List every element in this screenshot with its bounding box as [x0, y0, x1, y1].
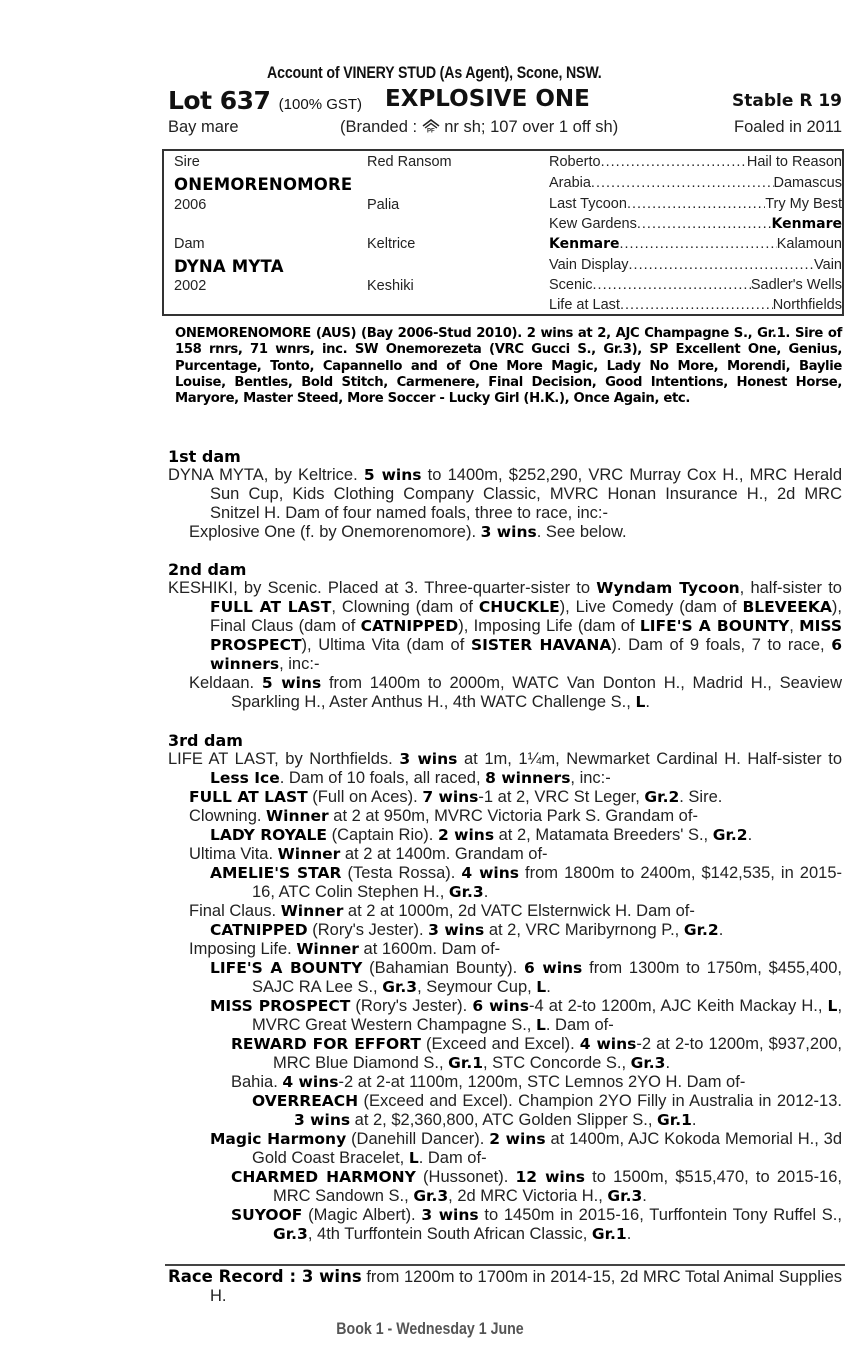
progeny-entry: CATNIPPED (Rory's Jester). 3 wins at 2, VRC Maribyrnong P., Gr.2. [210, 921, 724, 939]
pedigree-row: Life at Last ..... Northfields [549, 297, 842, 313]
section-heading: 1st dam [168, 447, 241, 466]
sire-label: Sire [174, 154, 200, 170]
dam-name: DYNA MYTA [174, 257, 284, 276]
pedigree-row: Last Tycoon ..... Try My Best [549, 196, 842, 212]
horse-sex: Bay mare [168, 118, 239, 136]
progeny-entry: CHARMED HARMONY (Hussonet). 12 wins to 1500m, $515,470, to 2015-16, MRC Sandown S., Gr.3, 2d MRC Victoria H., Gr.3. [231, 1168, 842, 1205]
progeny-entry: Clowning. Winner at 2 at 950m, MVRC Victoria Park S. Grandam of- [189, 807, 698, 825]
section-heading: 3rd dam [168, 731, 243, 750]
gst-note: (100% GST) [278, 96, 363, 113]
sire-dam: Palia [367, 197, 400, 213]
progeny-entry: LIFE'S A BOUNTY (Bahamian Bounty). 6 wins from 1300m to 1750m, $455,400, SAJC RA Lee S., Gr.3, Seymour Cup, L. [210, 959, 842, 996]
dam-entry: DYNA MYTA, by Keltrice. 5 wins to 1400m, $252,290, VRC Murray Cox H., MRC Herald Sun Cup, Kids Clothing Company Classic, MVRC Honan Insurance H., 2d MRC Snitzel H. Dam of four named foals, three to race, inc:- [168, 466, 842, 522]
foaled-year: Foaled in 2011 [734, 118, 842, 136]
race-record: Race Record : 3 wins from 1200m to 1700m in 2014-15, 2d MRC Total Animal Supplies H. [168, 1267, 843, 1305]
sire-summary: ONEMORENOMORE (AUS) (Bay 2006-Stud 2010). 2 wins at 2, AJC Champagne S., Gr.1. Sire of 158 rnrs, 71 wnrs, inc. SW Onemorezeta (VRC Gucci S., Gr.3), SP Excellent One, Genius, Purcentage, Tonto, Capannello and of One More Magic, Lady No More, Morendi, Baylie Louise, Bentles, Bold Stitch, Carmenere, Final Decision, Good Intentions, Honest Horse, Maryore, Master Steed, More Soccer - Lucky Girl (H.K.), Once Again, etc. [175, 326, 842, 407]
account-line: Account of VINERY STUD (As Agent), Scone, NSW. [267, 64, 602, 82]
svg-text:PF: PF [426, 128, 435, 133]
sire-sire: Red Ransom [367, 154, 452, 170]
dam-entry: KESHIKI, by Scenic. Placed at 3. Three-quarter-sister to Wyndam Tycoon, half-sister to FULL AT LAST, Clowning (dam of CHUCKLE), Live Comedy (dam of BLEVEEKA), Final Claus (dam of CATNIPPED), Imposing Life (dam of LIFE'S A BOUNTY, MISS PROSPECT), Ultima Vita (dam of SISTER HAVANA). Dam of 9 foals, 7 to race, 6 winners, inc:- [168, 579, 842, 673]
lot-header [168, 86, 842, 116]
pedigree-row: Arabia ..... Damascus [549, 175, 842, 191]
progeny-entry: Bahia. 4 wins-2 at 2-at 1100m, 1200m, STC Lemnos 2YO H. Dam of- [231, 1073, 746, 1091]
progeny-entry: REWARD FOR EFFORT (Exceed and Excel). 4 wins-2 at 2-to 1200m, $937,200, MRC Blue Diamond S., Gr.1, STC Concorde S., Gr.3. [231, 1035, 843, 1072]
progeny-entry: Magic Harmony (Danehill Dancer). 2 wins at 1400m, AJC Kokoda Memorial H., 3d Gold Coast Bracelet, L. Dam of- [210, 1130, 843, 1167]
sire-name: ONEMORENOMORE [174, 175, 353, 194]
third-dam-section [168, 731, 842, 1244]
progeny-entry: Ultima Vita. Winner at 2 at 1400m. Grandam of- [189, 845, 548, 863]
lot-subheader [168, 118, 842, 138]
dam-label: Dam [174, 236, 205, 252]
stable-number: Stable R 19 [732, 91, 842, 111]
lot-number: Lot 637 (100% GST) [168, 86, 363, 115]
pedigree-row: Kenmare ..... Kalamoun [549, 236, 842, 252]
progeny-entry: SUYOOF (Magic Albert). 3 wins to 1450m in 2015-16, Turffontein Tony Ruffel S., Gr.3, 4th Turffontein South African Classic, Gr.1. [231, 1206, 842, 1243]
progeny-entry: OVERREACH (Exceed and Excel). Champion 2YO Filly in Australia in 2012-13. 3 wins at 2, $2,360,800, ATC Golden Slipper S., Gr.1. [252, 1092, 842, 1129]
section-heading: 2nd dam [168, 560, 247, 579]
pedigree-row: Scenic ..... Sadler's Wells [549, 277, 842, 293]
dam-sire: Keltrice [367, 236, 416, 252]
progeny-entry: Keldaan. 5 wins from 1400m to 2000m, WATC Van Donton H., Madrid H., Seaview Sparkling H., Aster Anthus H., 4th WATC Challenge S., L. [189, 674, 842, 711]
dam-entry: LIFE AT LAST, by Northfields. 3 wins at 1m, 1¼m, Newmarket Cardinal H. Half-sister to Less Ice. Dam of 10 foals, all raced, 8 winners, inc:- [168, 750, 842, 787]
second-dam-section [168, 560, 842, 712]
progeny-entry: AMELIE'S STAR (Testa Rossa). 4 wins from 1800m to 2400m, $142,535, in 2015-16, ATC Colin Stephen H., Gr.3. [210, 864, 842, 901]
sire-year: 2006 [174, 197, 207, 213]
pedigree-row: Vain Display ..... Vain [549, 257, 842, 273]
progeny-entry: FULL AT LAST (Full on Aces). 7 wins-1 at 2, VRC St Leger, Gr.2. Sire. [189, 788, 723, 806]
horse-name: EXPLOSIVE ONE [385, 86, 590, 112]
pedigree-row: Kew Gardens ..... Kenmare [549, 216, 842, 232]
dam-dam: Keshiki [367, 278, 414, 294]
race-record-label: Race Record : 3 wins [168, 1267, 362, 1286]
brand-info: (Branded : PF nr sh; 107 over 1 off sh) [340, 118, 619, 136]
divider [165, 1264, 845, 1266]
dam-year: 2002 [174, 278, 207, 294]
first-dam-section [168, 447, 842, 542]
progeny-entry: LADY ROYALE (Captain Rio). 2 wins at 2, Matamata Breeders' S., Gr.2. [210, 826, 753, 844]
progeny-entry: Final Claus. Winner at 2 at 1000m, 2d VATC Elsternwick H. Dam of- [189, 902, 695, 920]
page-footer: Book 1 - Wednesday 1 June [336, 1320, 524, 1338]
progeny-entry: Explosive One (f. by Onemorenomore). 3 wins. See below. [189, 523, 627, 541]
progeny-entry: MISS PROSPECT (Rory's Jester). 6 wins-4 at 2-to 1200m, AJC Keith Mackay H., L, MVRC Great Western Champagne S., L. Dam of- [210, 997, 843, 1034]
pf-brand-icon [422, 119, 440, 133]
pedigree-table [162, 149, 844, 316]
pedigree-row: Roberto ..... Hail to Reason [549, 154, 842, 170]
progeny-entry: Imposing Life. Winner at 1600m. Dam of- [189, 940, 501, 958]
